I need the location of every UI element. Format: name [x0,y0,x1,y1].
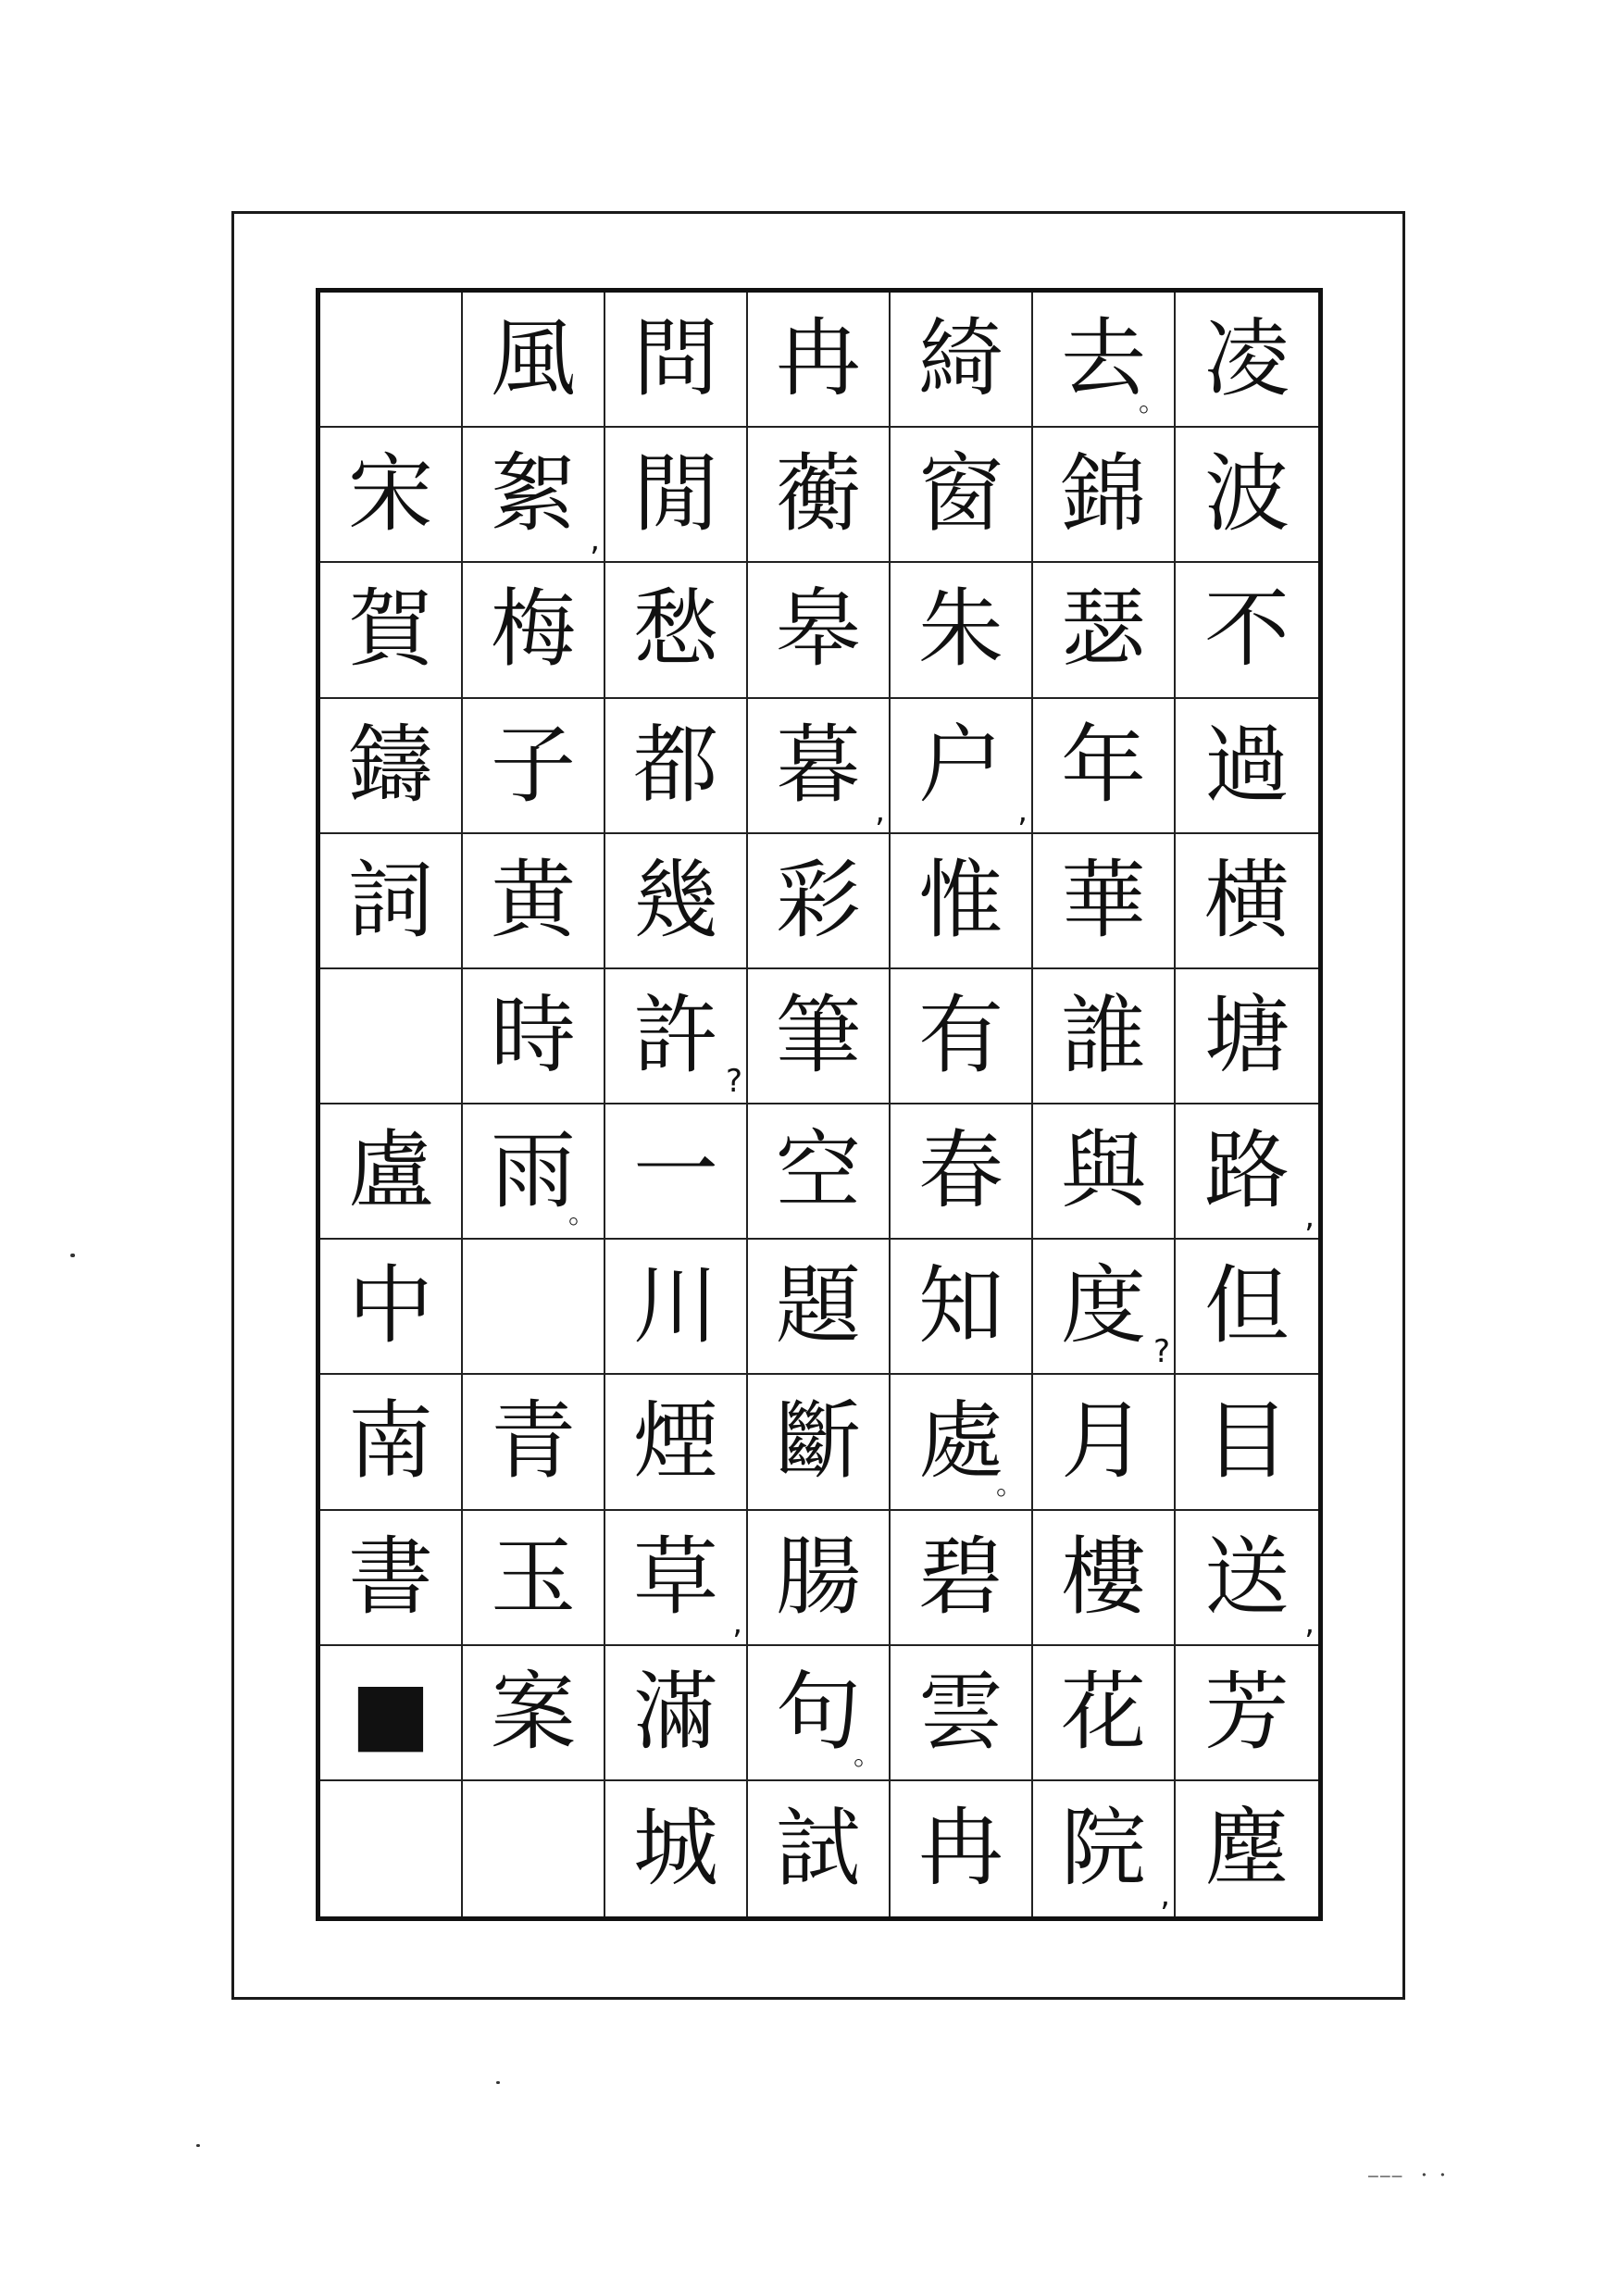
grid-cell [320,1781,463,1916]
character: 賀 [347,580,433,680]
grid-cell [1176,1240,1318,1375]
character: 句 [775,1662,861,1762]
grid-cell [605,428,748,563]
character: 送 [1203,1527,1290,1627]
scan-speck [496,2081,500,2084]
grid-cell [891,834,1033,969]
grid-cell [891,699,1033,834]
punctuation-mark: ? [1153,1333,1170,1371]
character: 去 [1060,309,1146,409]
character: 蘅 [775,444,861,544]
grid-cell [891,563,1033,698]
punctuation-mark: , [875,792,885,830]
grid-cell [463,1511,605,1646]
character: 雨 [490,1121,576,1221]
grid-cell [1176,563,1318,698]
grid-cell [1176,428,1318,563]
grid-cell [891,1511,1033,1646]
grid-cell [605,1104,748,1240]
grid-cell [1176,969,1318,1104]
character: 碧 [917,1527,1003,1627]
punctuation-mark: , [1304,1198,1315,1236]
character: 筆 [775,985,861,1085]
grid-cell [463,1781,605,1916]
character: 幾 [632,850,718,950]
grid-cell [1033,1646,1176,1781]
grid-cell [891,969,1033,1104]
character: 彩 [775,850,861,950]
grid-cell [605,1646,748,1781]
grid-cell [1176,1646,1318,1781]
character: 鑄 [347,715,433,815]
grid-cell [605,1375,748,1510]
character: 草 [632,1527,718,1627]
character: 知 [917,1256,1003,1356]
grid-cell [1033,1240,1176,1375]
grid-cell [1033,1511,1176,1646]
character: 玉 [490,1527,576,1627]
grid-cell [463,969,605,1104]
grid-cell [320,1104,463,1240]
grid-cell [748,834,891,969]
grid-cell [605,1240,748,1375]
character: ■ [350,1662,431,1762]
grid-cell [320,1511,463,1646]
character: 風 [490,309,576,409]
grid-cell [463,1240,605,1375]
character: 許 [632,985,718,1085]
grid-cell [1033,1375,1176,1510]
punctuation-mark: ? [725,1063,742,1100]
character: 城 [632,1798,718,1898]
grid-cell [605,1511,748,1646]
character: 冉 [917,1798,1003,1898]
grid-cell [748,1104,891,1240]
character: 案 [490,1662,576,1762]
grid-cell [605,969,748,1104]
punctuation-mark: 。 [568,1198,596,1231]
grid-cell [1176,834,1318,969]
grid-cell [748,969,891,1104]
character: 華 [1060,850,1146,950]
character: 凌 [1203,309,1290,409]
character: 南 [347,1391,433,1491]
grid-cell [1176,1104,1318,1240]
character: 春 [917,1121,1003,1221]
punctuation-mark: , [590,521,600,559]
grid-cell [463,563,605,698]
grid-cell [1033,428,1176,563]
grid-cell [1176,1781,1318,1916]
grid-cell [320,563,463,698]
grid-cell [1033,293,1176,428]
character: 朱 [917,580,1003,680]
character: 塘 [1203,985,1290,1085]
character: 滿 [632,1662,718,1762]
character: 有 [917,985,1003,1085]
grid-cell [1033,1104,1176,1240]
character: 宋 [347,444,433,544]
character: 冉 [775,309,861,409]
character: 都 [632,715,718,815]
grid-cell [320,1240,463,1375]
grid-cell [320,834,463,969]
grid-cell [320,699,463,834]
grid-cell [891,1375,1033,1510]
grid-cell [463,1104,605,1240]
grid-cell [605,1781,748,1916]
character: 波 [1203,444,1290,544]
punctuation-mark: , [1160,1877,1170,1914]
character: 愁 [632,580,718,680]
character: 過 [1203,715,1290,815]
footer-mark: ――― ・・ [1368,2166,1453,2186]
grid-cell [748,699,891,834]
character: 中 [347,1256,433,1356]
grid-cell [1033,563,1176,698]
character: 户 [917,715,1003,815]
grid-cell [605,293,748,428]
scan-speck [70,1254,75,1257]
grid-cell [748,1511,891,1646]
grid-cell [1033,969,1176,1104]
grid-cell [320,428,463,563]
grid-cell [748,428,891,563]
character: 空 [775,1121,861,1221]
character: 試 [775,1798,861,1898]
grid-cell [605,699,748,834]
character: 誰 [1060,985,1146,1085]
grid-cell [748,1646,891,1781]
punctuation-mark: 。 [1139,386,1166,419]
grid-cell [1033,699,1176,834]
grid-cell [891,1781,1033,1916]
character: 錦 [1060,444,1146,544]
grid-cell [891,1104,1033,1240]
grid-cell [463,428,605,563]
grid-cell [891,1240,1033,1375]
character: 綺 [917,309,1003,409]
grid-cell [891,293,1033,428]
character: 梅 [490,580,576,680]
grid-cell [748,563,891,698]
grid-cell [463,1375,605,1510]
character: 月 [1060,1391,1146,1491]
character: 花 [1060,1662,1146,1762]
grid-cell [748,1781,891,1916]
character: 題 [775,1256,861,1356]
grid-cell [748,293,891,428]
grid-cell [320,969,463,1104]
character: 不 [1203,580,1290,680]
grid-cell [320,293,463,428]
character: 横 [1203,850,1290,950]
character: 雲 [917,1662,1003,1762]
character: 煙 [632,1391,718,1491]
character: 度 [1060,1256,1146,1356]
character: 樓 [1060,1527,1146,1627]
character: 川 [632,1256,718,1356]
character: 皋 [775,580,861,680]
grid-cell [891,1646,1033,1781]
character: 盧 [347,1121,433,1221]
punctuation-mark: , [1304,1603,1315,1641]
character: 院 [1060,1798,1146,1898]
grid-cell [463,293,605,428]
character: 塵 [1203,1798,1290,1898]
character: 青 [490,1391,576,1491]
character: 惟 [917,850,1003,950]
character: 問 [632,309,718,409]
grid-cell [1033,834,1176,969]
character: 黄 [490,850,576,950]
character: 瑟 [1060,580,1146,680]
calligraphy-grid [316,288,1323,1921]
character: 暮 [775,715,861,815]
grid-cell [1176,699,1318,834]
character: 一 [632,1121,718,1221]
grid-cell [605,834,748,969]
punctuation-mark: 。 [854,1739,881,1772]
grid-cell [463,834,605,969]
character: 詞 [347,850,433,950]
character: 時 [490,985,576,1085]
character: 目 [1203,1391,1290,1491]
character: 窗 [917,444,1003,544]
grid-cell [320,1646,463,1781]
character: 子 [490,715,576,815]
character: 芳 [1203,1662,1290,1762]
scan-speck [196,2144,200,2147]
character: 閒 [632,444,718,544]
character: 處 [917,1391,1003,1491]
character: 但 [1203,1256,1290,1356]
grid-cell [605,563,748,698]
grid-cell [1176,1511,1318,1646]
character: 路 [1203,1121,1290,1221]
grid-cell [1176,1375,1318,1510]
character: 年 [1060,715,1146,815]
character: 斷 [775,1391,861,1491]
punctuation-mark: , [732,1603,742,1641]
punctuation-mark: 。 [996,1468,1024,1502]
grid-cell [1033,1781,1176,1916]
grid-cell [891,428,1033,563]
grid-cell [748,1375,891,1510]
grid-cell [1176,293,1318,428]
character: 書 [347,1527,433,1627]
character: 腸 [775,1527,861,1627]
grid-cell [320,1375,463,1510]
punctuation-mark: , [1017,792,1028,830]
grid-cell [748,1240,891,1375]
character: 絮 [490,444,576,544]
grid-cell [463,699,605,834]
character: 與 [1060,1121,1146,1221]
grid-cell [463,1646,605,1781]
